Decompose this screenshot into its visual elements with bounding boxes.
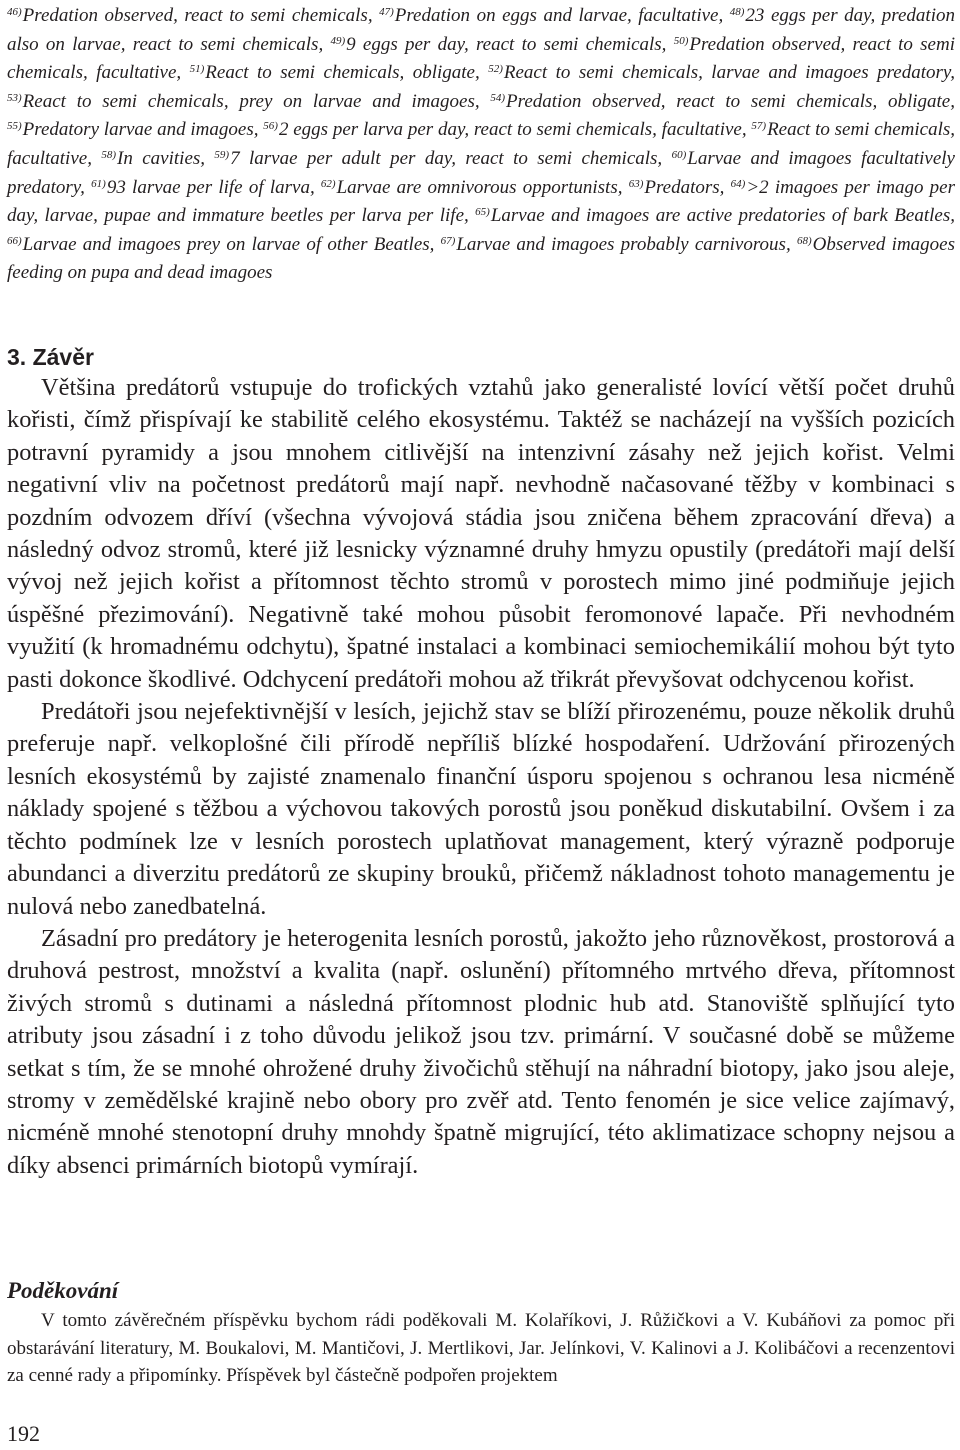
footnote-number: 62) — [320, 177, 336, 190]
footnote-number: 60) — [671, 148, 687, 161]
footnote-text: 2 eggs per larva per day, react to semi chemicals, facultative, — [278, 119, 752, 141]
footnote-text: Larvae and imagoes are active predatories of bark Beatles, — [490, 205, 955, 227]
footnote-number: 59) — [214, 148, 230, 161]
footnote-number: 46) — [7, 6, 22, 18]
footnote-item — [475, 205, 955, 226]
footnote-item — [441, 234, 797, 255]
footnote-text: Larvae and imagoes facultatively predatory, — [7, 147, 955, 198]
footnote-text: In cavities, — [117, 147, 215, 169]
footnote-text: Predation on eggs and larvae, facultative, — [394, 5, 730, 26]
footnote-number: 50) — [673, 34, 689, 47]
footnote-text: >2 imagoes per imago per day, larvae, pupae and immature beetles per larva per life, — [7, 176, 955, 227]
footnote-number: 65) — [475, 206, 490, 219]
body-paragraph-1: Většina predátorů vstupuje do trofických vztahů jako generalisté lovící větší počet druhů kořisti, čímž přispívají ke stabilitě celého ekosystému. Taktéž se nacházejí na vyšších pozicích potravní pyramidy a jsou mnohem citlivější na intenzivní zásahy než jejich kořist. Velmi negativní vliv na početnost predátorů mají např. nevhodně načasované těžby v kombinaci s pozdním odvozem dříví (všechna vývojová stádia jsou zničena během zpracování dřeva) a následný odvoz stromů, které již lesnicky významné druhy hmyzu opustily (predátoři mají delší vývoj než jejich kořist a přítomnost těchto stromů v porostech mimo jiné podmiňuje jejich úspěšné přezimování). Negativně také mohou působit feromonové lapače. Při nevhodném využití (k hromadnému odchytu), špatné instalaci a kombinaci semiochemikálií mohou být tyto pasti dokonce škodlivé. Odchycení predátoři mohou až třikrát převyšovat odchycenou kořist. — [7, 374, 955, 693]
footnote-item — [263, 119, 751, 140]
footnote-number: 55) — [7, 120, 22, 133]
footnote-item — [91, 177, 321, 198]
footnote-item — [7, 5, 379, 26]
footnote-text: Observed imagoes feeding on pupa and dead imagoes — [7, 233, 956, 284]
footnote-text: React to semi chemicals, facultative, — [7, 119, 955, 169]
footnote-text: Predation observed, react to semi chemicals, facultative, — [7, 33, 955, 84]
body-paragraph-2: Predátoři jsou nejefektivnější v lesích, jejichž stav se blíží přirozenému, pouze několik druhů preferuje např. velkoplošné čili přírodě nepříliš blízké hospodaření. Udržování přirozených lesních ekosystémů by zajisté znamenalo finanční úsporu spojenou s ochranou lesa nicméně náklady spojené s těžbou a výchovou takových porostů jsou poněkud diskutabilní. Ovšem i za těchto podmínek lze v lesních porostech uplatňovat management, který výrazně podporuje abundanci a diverzitu predátorů ze skupiny brouků, přičemž nákladnost tohoto managementu je nulová nebo zanedbatelná. — [7, 698, 955, 920]
footnote-item — [488, 62, 955, 83]
footnote-item — [101, 148, 214, 169]
footnote-text: React to semi chemicals, obligate, — [205, 62, 489, 84]
footnote-text: 7 larvae per adult per day, react to semi chemicals, — [230, 147, 672, 169]
section-body — [7, 372, 955, 1182]
footnote-item — [379, 5, 730, 26]
footnote-item — [214, 148, 671, 169]
footnote-number: 66) — [7, 234, 22, 247]
footnote-number: 51) — [189, 63, 205, 76]
footnote-item — [7, 119, 263, 140]
footnote-number: 67) — [440, 234, 456, 247]
footnote-number: 52) — [488, 63, 503, 76]
footnote-text: 9 eggs per day, react to semi chemicals, — [346, 33, 674, 55]
footnote-item — [190, 62, 489, 83]
footnote-item — [490, 91, 955, 112]
footnote-number: 54) — [490, 91, 506, 104]
footnote-text: Predators, — [644, 176, 731, 198]
footnote-text: Larvae and imagoes probably carnivorous, — [456, 233, 797, 255]
footnote-number: 58) — [101, 148, 117, 161]
footnote-text: Predation observed, react to semi chemicals, obligate, — [506, 90, 955, 112]
footnote-number: 48) — [729, 6, 745, 18]
acknowledgement-body — [7, 1307, 955, 1390]
footnote-number: 63) — [628, 177, 644, 190]
footnote-text: Larvae and imagoes prey on larvae of other Beatles, — [22, 233, 441, 255]
footnote-text: 93 larvae per life of larva, — [106, 176, 321, 198]
footnote-item — [321, 177, 629, 198]
footnote-number: 56) — [263, 120, 278, 133]
footnote-text: Predatory larvae and imagoes, — [22, 119, 264, 141]
footnote-number: 47) — [379, 6, 394, 18]
footnote-number: 49) — [330, 34, 346, 47]
footnote-item — [7, 91, 490, 112]
footnote-item — [629, 177, 731, 198]
footnote-number: 61) — [91, 177, 106, 190]
acknowledgement-heading: Poděkování — [7, 1278, 119, 1303]
footnote-text: 23 eggs per day, predation also on larvae, react to semi chemicals, — [7, 5, 955, 55]
section-heading: 3. Závěr — [7, 344, 94, 370]
footnote-text: Larvae are omnivorous opportunists, — [336, 176, 629, 198]
footnote-text: React to semi chemicals, larvae and imagoes predatory, — [503, 62, 956, 84]
footnote-item — [330, 34, 673, 55]
footnote-number: 68) — [796, 234, 812, 247]
footnote-number: 57) — [751, 120, 767, 133]
footnote-item — [7, 234, 441, 255]
footnotes-block — [7, 2, 955, 288]
footnote-text: Predation observed, react to semi chemicals, — [22, 5, 380, 26]
footnote-number: 64) — [730, 177, 746, 190]
acknowledgement-paragraph: V tomto závěrečném příspěvku bychom rádi poděkovali M. Kolaříkovi, J. Růžičkovi a V. Kubáňovi za pomoc při obstarávání literatury, M. Boukalovi, M. Mantičovi, J. Mertlikovi, Jar. Jelínkovi, V. Kalinovi a J. Kolibáčovi a recenzentovi za cenné rady a připomínky. Příspěvek byl částečně podpořen projektem — [7, 1310, 955, 1386]
footnote-number: 53) — [7, 91, 22, 104]
footnote-text: React to semi chemicals, prey on larvae and imagoes, — [22, 90, 491, 112]
body-paragraph-3: Zásadní pro predátory je heterogenita lesních porostů, jakožto jeho různověkost, prostorová a druhová pestrost, množství a kvalita (např. oslunění) přítomného mrtvého dřeva, přítomnost živých stromů s dutinami a následná přítomnost plodnic hub atd. Stanoviště splňující tyto atributy jsou zásadní i z toho důvodu jelikož jsou tzv. primární. V současné době se můžeme setkat s tím, že se mnohé ohrožené druhy živočichů stěhují na náhradní biotopy, jako jsou aleje, stromy v zemědělské krajině nebo obory pro zvěř atd. Tento fenomén je sice velice zajímavý, nicméně mnohé stenotopní druhy mnohdy špatně migrující, této aklimatizace schopny nejsou a díky absenci primárních biotopů vymírají. — [7, 924, 955, 1179]
page-number: 192 — [7, 1421, 40, 1446]
